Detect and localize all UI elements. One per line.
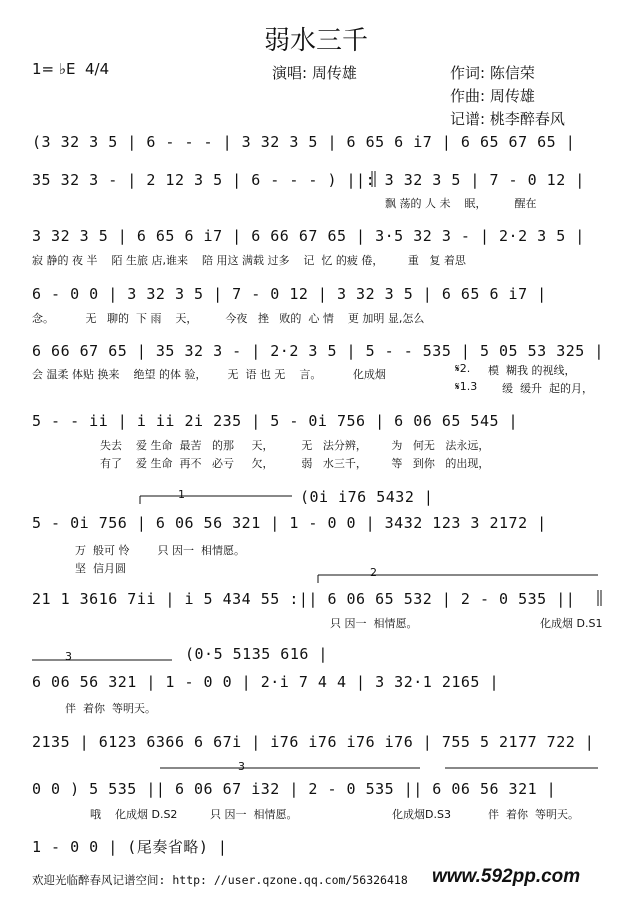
lyrics-row-6a: 失去 爱 生命 最苦 的那 天， 无 法分辨， 为 何无 法永远， — [100, 439, 490, 452]
lyricist-credit: 作词: 陈信荣 — [450, 64, 535, 82]
lyrics-row-5b: 模 糊我 的视线， — [488, 364, 576, 377]
lyrics-row-2: 飘 荡的 人 未 眠， 醒在 — [385, 197, 537, 210]
singer-credit: 演唱: 周传雄 — [272, 64, 357, 82]
song-title: 弱水三千 — [263, 26, 368, 56]
score-line-10: 2135 | 6123 6366 6 67i | i76 i76 i76 i76 | 755 5 2177 722 | — [32, 733, 595, 751]
lyrics-row-11d: 伴 着你 等明天。 — [488, 808, 579, 821]
lyrics-row-7b: 坚 信月圆 — [75, 562, 126, 575]
score-line-11: 0 0 ) 5 535 || 6 06 67 i32 | 2 - 0 535 || 6 06 56 321 | — [32, 780, 557, 798]
segno-mark-2: 𝄋2. — [455, 362, 471, 375]
segno-mark-13: 𝄋1.3 — [455, 380, 478, 393]
lyrics-row-7a: 万 般可 怜 只 因一 相情愿。 — [75, 544, 245, 557]
lyrics-row-11c: 化成烟D.S3 — [392, 808, 451, 821]
composer-credit: 作曲: 周传雄 — [450, 87, 535, 105]
lyrics-row-4: 念。 无 聊的 下 雨 天， 今夜 挫 败的 心 情 更 加明 显,怎么 — [32, 312, 425, 325]
score-line-8: 21 1 3616 7ii | i 5 434 55 :|| 6 06 65 532 | 2 - 0 535 || — [32, 590, 576, 608]
volta-2-label: 2 — [370, 566, 377, 579]
volta-3-label: 3 — [65, 650, 72, 663]
score-line-5: 6 66 67 65 | 35 32 3 - | 2·2 3 5 | 5 - - 535 | 5 05 53 325 | — [32, 342, 604, 360]
lyrics-row-11a: 哦 化成烟 D.S2 — [90, 808, 178, 821]
lyrics-row-5c: 缓 缓升 起的月， — [502, 382, 593, 395]
lyrics-row-6b: 有了 爱 生命 再不 必亏 欠， 弱 水三千， 等 到你 的出现， — [100, 457, 490, 470]
lyrics-row-11b: 只 因一 相情愿。 — [210, 808, 298, 821]
score-line-7: 5 - 0i 756 | 6 06 56 321 | 1 - 0 0 | 3432 123 3 2172 | — [32, 514, 547, 532]
score-line-2: 35 32 3 - | 2 12 3 5 | 6 - - - ) ||: 3 32 3 5 | 7 - 0 12 | — [32, 171, 585, 189]
lyrics-row-3: 寂 静的 夜 半 陌 生旅 店,谁来 陪 用这 满载 过多 记 忆 的疲 倦， 重 复 着思 — [32, 254, 466, 267]
volta-1-label: 1 — [178, 488, 185, 501]
score-line-6: 5 - - ii | i ii 2i 235 | 5 - 0i 756 | 6 06 65 545 | — [32, 412, 519, 430]
footer-text: 欢迎光临醉春风记谱空间: http: //user.qzone.qq.com/56326418 — [32, 873, 408, 887]
score-line-1: (3 32 3 5 | 6 - - - | 3 32 3 5 | 6 65 6 i7 | 6 65 67 65 | — [32, 133, 576, 151]
transcriber-credit: 记谱: 桃李醉春风 — [450, 110, 565, 128]
repeat-end-bar — [598, 590, 601, 606]
repeat-start-bar — [372, 171, 375, 187]
lyrics-row-8a: 只 因一 相情愿。 — [330, 617, 418, 630]
volta-3b-label: 3 — [238, 760, 245, 773]
key-signature: 1= ♭E 4/4 — [32, 60, 110, 78]
score-line-3: 3 32 3 5 | 6 65 6 i7 | 6 66 67 65 | 3·5 32 3 - | 2·2 3 5 | — [32, 227, 585, 245]
lyrics-row-8b: 化成烟 D.S1 — [540, 617, 603, 630]
score-line-12: 1 - 0 0 | (尾奏省略) | — [32, 838, 228, 856]
lyrics-row-5: 会 温柔 体贴 换来 绝望 的体 验， 无 语 也 无 言。 化成烟 — [32, 368, 386, 381]
score-line-9: 6 06 56 321 | 1 - 0 0 | 2·i 7 4 4 | 3 32·1 2165 | — [32, 673, 500, 691]
score-pickup-2: (0·5 5135 616 | — [185, 645, 328, 663]
lyrics-row-9: 伴 着你 等明天。 — [65, 702, 156, 715]
site-logo: www.592pp.com — [432, 866, 581, 887]
score-line-4: 6 - 0 0 | 3 32 3 5 | 7 - 0 12 | 3 32 3 5 | 6 65 6 i7 | — [32, 285, 547, 303]
score-pickup-1: (0i i76 5432 | — [300, 488, 434, 506]
